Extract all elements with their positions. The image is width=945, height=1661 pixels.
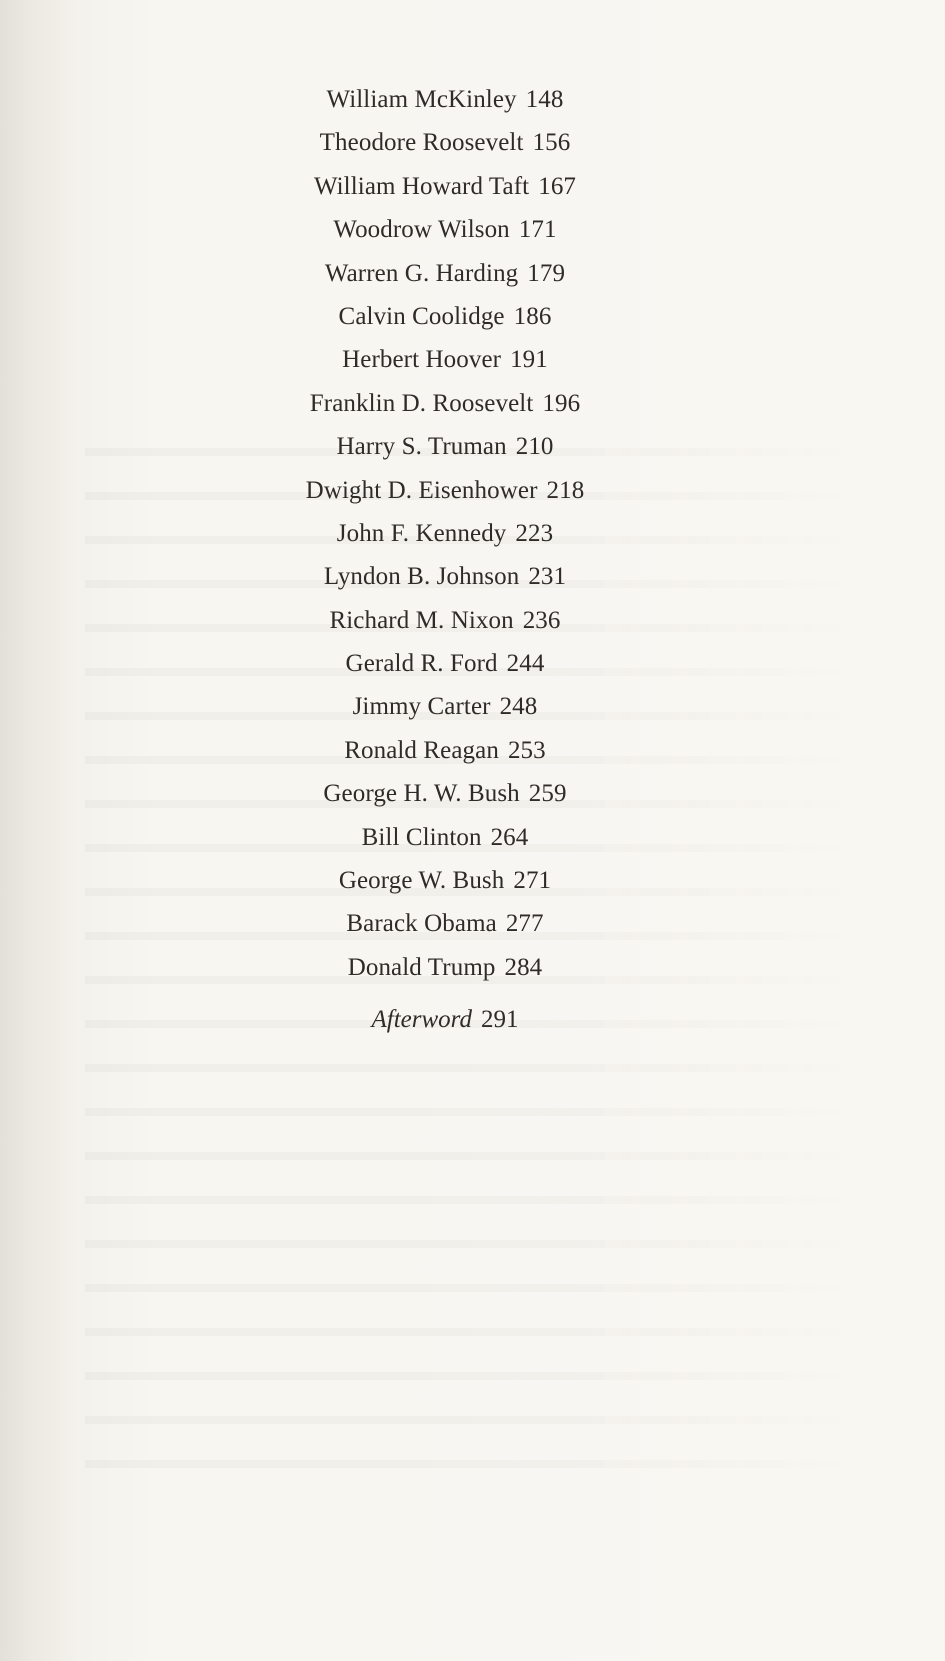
toc-entry [0, 822, 890, 865]
toc-entry-page: 248 [499, 693, 538, 721]
toc-entry-page: 156 [532, 129, 571, 157]
toc-entry-name: Woodrow Wilson [333, 216, 510, 244]
toc-entry-page: 284 [504, 953, 543, 981]
toc-entry-name: Warren G. Harding [324, 259, 519, 287]
toc-entry-name: Gerald R. Ford [345, 650, 498, 678]
toc-entry-name: Harry S. Truman [336, 433, 507, 461]
toc-entry-page: 231 [528, 563, 567, 591]
toc-entry [0, 865, 890, 908]
toc-entry [0, 344, 890, 387]
toc-entry [0, 301, 890, 344]
toc-entry-page: 264 [490, 823, 529, 851]
toc-entry-page: 259 [528, 780, 567, 808]
toc-entry [0, 908, 890, 951]
toc-entry [0, 475, 890, 518]
toc-entry-name: Herbert Hoover [342, 346, 502, 374]
toc-entry-page: 191 [510, 346, 548, 374]
toc-entry-page: 271 [513, 867, 552, 895]
toc-entry-page: 167 [538, 172, 577, 200]
toc-entry-name: Jimmy Carter [352, 693, 491, 721]
toc-entry [0, 605, 890, 648]
toc-afterword [0, 1005, 890, 1037]
toc-entry-name: Donald Trump [347, 953, 496, 981]
toc-afterword-page: 291 [480, 1006, 519, 1034]
toc-entry-page: 186 [513, 302, 552, 330]
toc-entry-name: William McKinley [326, 86, 517, 113]
toc-entry-name: George W. Bush [338, 867, 505, 895]
toc-entry-page: 179 [527, 259, 566, 287]
toc-entry [0, 648, 890, 691]
toc-entry-name: Calvin Coolidge [338, 302, 505, 330]
toc-entry [0, 127, 890, 170]
toc-entry [0, 691, 890, 734]
table-of-contents [0, 84, 890, 1037]
toc-entry-name: Theodore Roosevelt [319, 129, 524, 157]
toc-entry [0, 388, 890, 431]
toc-entry-page: 244 [506, 650, 545, 678]
toc-entry-name: John F. Kennedy [336, 519, 507, 547]
toc-entry-name: Bill Clinton [361, 823, 482, 851]
toc-entry-page: 223 [515, 519, 554, 547]
toc-entry-page: 196 [542, 389, 581, 417]
toc-entry [0, 735, 890, 778]
toc-entry-page: 148 [525, 86, 564, 113]
toc-entry [0, 214, 890, 257]
toc-entry [0, 431, 890, 474]
toc-entry [0, 778, 890, 821]
toc-entry-name: Barack Obama [346, 910, 497, 938]
toc-entry-name: Lyndon B. Johnson [323, 563, 520, 591]
toc-entry-page: 236 [522, 606, 561, 634]
toc-entry [0, 561, 890, 604]
toc-entry [0, 518, 890, 561]
toc-entry-page: 171 [518, 216, 557, 244]
toc-entry-page: 218 [546, 476, 585, 504]
toc-entry-name: George H. W. Bush [323, 780, 520, 808]
toc-entry-page: 277 [505, 910, 544, 938]
toc-entry [0, 952, 890, 995]
toc-entry [0, 258, 890, 301]
toc-entry-name: Dwight D. Eisenhower [305, 476, 538, 504]
toc-entry-page: 253 [507, 736, 546, 764]
toc-entry-name: William Howard Taft [313, 172, 530, 200]
toc-entry [0, 171, 890, 214]
toc-entry-name: Ronald Reagan [344, 736, 499, 764]
toc-entry-name: Franklin D. Roosevelt [309, 389, 534, 417]
toc-entry [0, 84, 890, 127]
toc-entry-name: Richard M. Nixon [329, 606, 514, 634]
toc-entry-page: 210 [515, 433, 554, 461]
toc-afterword-name: Afterword [371, 1006, 472, 1034]
